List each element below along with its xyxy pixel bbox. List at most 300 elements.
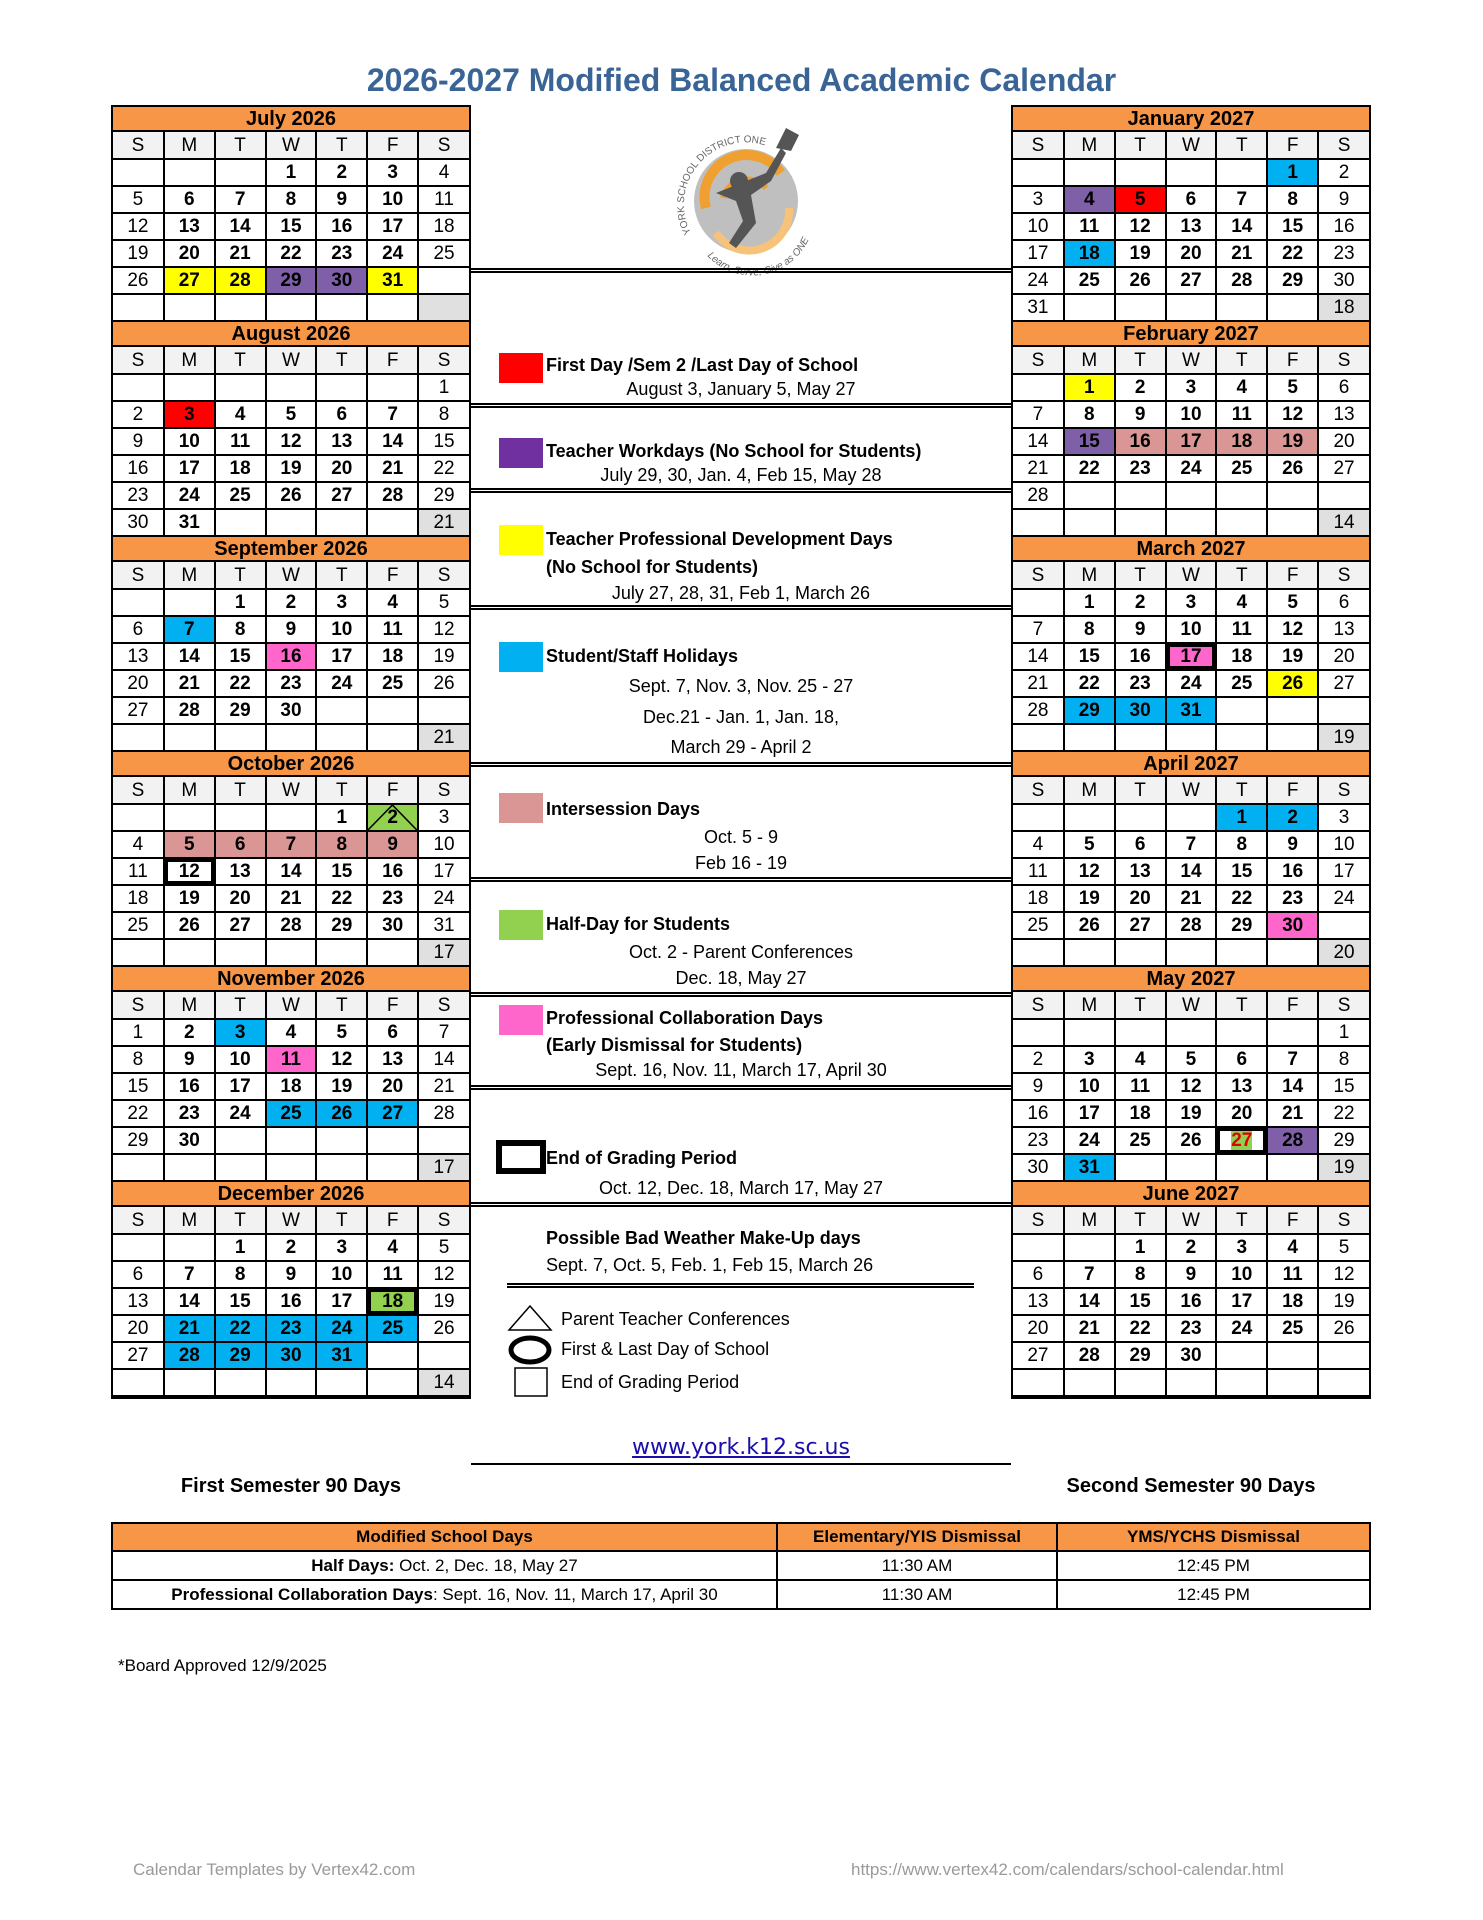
calendar-day: 4 [418,159,469,186]
calendar-day: 19 [1267,643,1318,670]
calendar-day: 24 [1166,455,1217,482]
calendar-day: 31 [1166,697,1217,724]
weekday-header: T [215,992,266,1019]
calendar-day: 6 [316,401,367,428]
calendar-day: 28 [215,267,266,294]
calendar-day: 11 [215,428,266,455]
empty-day [316,939,367,966]
calendar-day: 1 [316,804,367,831]
school-day-count: 17 [418,1154,469,1181]
empty-day [1013,1369,1064,1396]
calendar-day: 22 [1064,670,1115,697]
calendar-day: 16 [316,213,367,240]
calendar-day: 14 [1013,428,1064,455]
weekday-header: S [1013,777,1064,804]
oval-icon [507,1334,553,1366]
empty-day [1115,724,1166,751]
calendar-day: 6 [113,616,164,643]
calendar-day: 27 [164,267,215,294]
month-title: June 2027 [1013,1182,1369,1207]
calendar-day: 28 [1013,697,1064,724]
weekday-header: S [1318,1207,1369,1234]
legend-half-day-title: Half-Day for Students [546,914,731,934]
column-header: Modified School Days [112,1523,777,1551]
calendar-day: 4 [367,1234,418,1261]
calendar-day: 23 [316,240,367,267]
calendar-day: 20 [164,240,215,267]
empty-day [113,724,164,751]
calendar-day: 12 [1318,1261,1369,1288]
calendar-day: 5 [1064,831,1115,858]
calendar-day: 25 [215,482,266,509]
table-row [112,1551,1370,1580]
weekday-header: S [1013,562,1064,589]
calendar-day: 9 [113,428,164,455]
calendar-day: 11 [418,186,469,213]
calendar-day: 10 [1216,1261,1267,1288]
calendar-day: 24 [1318,885,1369,912]
calendar-day: 11 [266,1046,317,1073]
legend-teacher-workday-dates: July 29, 30, Jan. 4, Feb 15, May 28 [600,465,882,485]
symbol-parent-conferences-label: Parent Teacher Conferences [561,1309,790,1329]
weekday-header: S [1013,1207,1064,1234]
calendar-day: 12 [418,616,469,643]
calendar-day: 26 [1166,1127,1217,1154]
weekday-header: W [1166,347,1217,374]
calendar-day: 22 [1064,455,1115,482]
calendar-day: 7 [164,1261,215,1288]
weekday-header: F [1267,347,1318,374]
empty-day [1115,1154,1166,1181]
month-title: November 2026 [113,967,469,992]
calendar-day: 21 [1013,455,1064,482]
calendar-day: 27 [1166,267,1217,294]
calendar-day: 12 [266,428,317,455]
empty-day [266,374,317,401]
legend-panel [471,105,1011,1465]
weekday-header: S [1013,347,1064,374]
weekday-header: S [1013,132,1064,159]
calendar-day: 9 [367,831,418,858]
weekday-header: S [1318,777,1369,804]
calendar-day: 31 [316,1342,367,1369]
calendar-day: 11 [1267,1261,1318,1288]
weekday-header: M [164,777,215,804]
month-june-2027 [1013,1182,1369,1397]
calendar-day: 20 [113,670,164,697]
weekday-header: T [316,777,367,804]
calendar-day: 25 [1216,670,1267,697]
calendar-day: 3 [316,1234,367,1261]
calendar-day: 12 [1166,1073,1217,1100]
legend-intersession-dates-1: Oct. 5 - 9 [703,827,779,847]
empty-day [215,1369,266,1396]
empty-day [215,804,266,831]
calendar-day: 28 [266,912,317,939]
calendar-day: 26 [1318,1315,1369,1342]
calendar-day: 11 [1013,858,1064,885]
grading-period-box-icon [496,1140,546,1174]
calendar-day: 7 [215,186,266,213]
empty-day [164,1154,215,1181]
legend-intersession-title: Intersession Days [546,799,701,819]
legend-teacher-pd-title: Teacher Professional Development Days [546,529,893,549]
calendar-day: 21 [266,885,317,912]
empty-day [1216,697,1267,724]
calendar-day: 8 [418,401,469,428]
calendar-day: 16 [266,643,317,670]
calendar-day: 23 [1267,885,1318,912]
calendar-day: 12 [1064,858,1115,885]
calendar-day: 28 [1267,1127,1318,1154]
weekday-header: T [1216,562,1267,589]
calendar-day: 17 [215,1073,266,1100]
empty-day [1216,509,1267,536]
calendar-day: 1 [266,159,317,186]
calendar-day: 12 [1267,401,1318,428]
calendar-day: 14 [164,1288,215,1315]
empty-day [1064,724,1115,751]
empty-day [164,724,215,751]
calendar-day: 15 [215,643,266,670]
calendar-day: 29 [1115,1342,1166,1369]
school-day-count: 19 [1318,724,1369,751]
weekday-header: T [1216,1207,1267,1234]
calendar-day: 5 [1267,589,1318,616]
calendar-day: 5 [1318,1234,1369,1261]
calendar-day: 13 [1166,213,1217,240]
weekday-header: M [164,1207,215,1234]
empty-day [113,294,164,321]
calendar-day: 4 [1013,831,1064,858]
school-day-count: 18 [1318,294,1369,321]
calendar-day: 5 [1267,374,1318,401]
row-label-dates: Oct. 2, Dec. 18, May 27 [394,1555,578,1575]
empty-day [1267,697,1318,724]
square-icon [514,1367,548,1397]
calendar-day: 20 [1318,643,1369,670]
legend-first-last-day-dates: August 3, January 5, May 27 [626,379,856,399]
empty-day [1166,724,1217,751]
empty-day [1216,939,1267,966]
weekday-header: T [1115,992,1166,1019]
calendar-day: 17 [316,643,367,670]
calendar-day: 20 [215,885,266,912]
weekday-header: F [1267,562,1318,589]
calendar-day: 28 [1166,912,1217,939]
empty-day [164,804,215,831]
divider [471,992,1011,997]
empty-day [1318,1342,1369,1369]
empty-day [1013,374,1064,401]
calendar-day: 20 [1013,1315,1064,1342]
calendar-day: 19 [418,1288,469,1315]
calendar-day: 18 [215,455,266,482]
calendar-day: 10 [164,428,215,455]
month-september-2026 [113,537,469,752]
calendar-day: 27 [1318,455,1369,482]
empty-day [113,1154,164,1181]
calendar-day: 18 [1013,885,1064,912]
calendar-day: 2 [1166,1234,1217,1261]
column-header: Elementary/YIS Dismissal [777,1523,1057,1551]
empty-day [215,509,266,536]
legend-half-day-dates-1: Oct. 2 - Parent Conferences [628,942,854,962]
empty-day [316,1154,367,1181]
calendar-day: 6 [1115,831,1166,858]
calendar-day: 22 [1216,885,1267,912]
prof-collab-swatch-icon [499,1005,543,1035]
calendar-day: 30 [1166,1342,1217,1369]
legend-holiday-dates-3: March 29 - April 2 [670,737,812,757]
empty-day [367,509,418,536]
calendar-day: 13 [1318,616,1369,643]
empty-day [1064,509,1115,536]
weekday-header: W [1166,132,1217,159]
calendar-day: 25 [1115,1127,1166,1154]
district-logo-icon [661,113,831,283]
calendar-day: 29 [418,482,469,509]
weekday-header: T [316,347,367,374]
calendar-day: 15 [316,858,367,885]
calendar-day: 10 [1166,616,1217,643]
calendar-day: 9 [1318,186,1369,213]
empty-day [367,294,418,321]
calendar-day: 25 [113,912,164,939]
legend-grading-title: End of Grading Period [546,1148,738,1168]
empty-day [1318,912,1369,939]
empty-day [1267,1019,1318,1046]
calendar-day: 24 [316,670,367,697]
empty-day [367,374,418,401]
calendar-day: 22 [215,670,266,697]
elementary-dismissal: 11:30 AM [777,1551,1057,1580]
calendar-day: 26 [316,1100,367,1127]
weekday-header: T [316,992,367,1019]
calendar-day: 22 [266,240,317,267]
row-label-bold: Half Days: [311,1555,395,1575]
empty-day [1216,1369,1267,1396]
month-title: October 2026 [113,752,469,777]
district-website-link[interactable]: www.york.k12.sc.us [632,1435,850,1460]
empty-day [113,939,164,966]
calendar-day: 4 [215,401,266,428]
calendar-day: 25 [266,1100,317,1127]
calendar-day: 6 [1216,1046,1267,1073]
calendar-day: 13 [367,1046,418,1073]
calendar-day: 9 [266,616,317,643]
divider [507,1283,974,1288]
calendar-day: 23 [1115,670,1166,697]
weekday-header: S [113,347,164,374]
empty-day [1267,1369,1318,1396]
empty-day [1166,1369,1217,1396]
empty-day [1064,159,1115,186]
calendar-day: 19 [1115,240,1166,267]
calendar-day: 5 [266,401,317,428]
middle-high-dismissal: 12:45 PM [1057,1551,1370,1580]
weekday-header: W [266,132,317,159]
empty-day [215,374,266,401]
calendar-day: 6 [1318,374,1369,401]
empty-day [266,294,317,321]
calendar-day: 15 [1064,428,1115,455]
calendar-day: 8 [215,616,266,643]
empty-day [418,267,469,294]
empty-day [1064,1019,1115,1046]
weekday-header: T [316,1207,367,1234]
calendar-day: 8 [113,1046,164,1073]
calendar-day: 20 [1216,1100,1267,1127]
calendar-day: 9 [266,1261,317,1288]
calendar-day: 18 [367,1288,418,1315]
legend-holiday-title: Student/Staff Holidays [546,646,739,666]
empty-day [367,697,418,724]
calendar-day: 14 [1267,1073,1318,1100]
calendar-day: 25 [1064,267,1115,294]
weekday-header: T [215,562,266,589]
weekday-header: W [266,992,317,1019]
empty-day [1013,804,1064,831]
calendar-day: 29 [215,1342,266,1369]
calendar-day: 12 [316,1046,367,1073]
calendar-day: 30 [164,1127,215,1154]
calendar-day: 5 [316,1019,367,1046]
calendar-day: 18 [266,1073,317,1100]
calendar-day: 26 [1267,455,1318,482]
middle-high-dismissal: 12:45 PM [1057,1580,1370,1609]
weekday-header: F [367,562,418,589]
calendar-day: 20 [367,1073,418,1100]
calendar-day: 7 [418,1019,469,1046]
month-april-2027 [1013,752,1369,967]
calendar-day: 7 [1267,1046,1318,1073]
calendar-day: 31 [367,267,418,294]
calendar-day: 24 [1166,670,1217,697]
calendar-day: 7 [1064,1261,1115,1288]
calendar-day: 11 [1064,213,1115,240]
holiday-swatch-icon [499,642,543,672]
empty-day [418,1127,469,1154]
calendar-day: 29 [1267,267,1318,294]
calendar-day: 13 [1115,858,1166,885]
divider [471,762,1011,767]
empty-day [1013,1234,1064,1261]
calendar-day: 5 [164,831,215,858]
calendar-day: 19 [1064,885,1115,912]
calendar-day: 29 [266,267,317,294]
calendar-day: 2 [1115,589,1166,616]
calendar-day: 31 [1064,1154,1115,1181]
weekday-header: F [1267,132,1318,159]
calendar-day: 15 [266,213,317,240]
weekday-header: S [418,777,469,804]
empty-day [1115,509,1166,536]
weekday-header: W [1166,562,1217,589]
empty-day [1267,294,1318,321]
calendar-day: 23 [1115,455,1166,482]
empty-day [1216,1342,1267,1369]
calendar-day: 27 [1013,1342,1064,1369]
calendar-day: 4 [1216,589,1267,616]
calendar-day: 23 [1013,1127,1064,1154]
empty-day [316,294,367,321]
calendar-day: 6 [367,1019,418,1046]
calendar-day: 6 [1318,589,1369,616]
calendar-day: 14 [215,213,266,240]
weekday-header: T [1216,992,1267,1019]
calendar-day: 8 [1318,1046,1369,1073]
calendar-day: 16 [164,1073,215,1100]
empty-day [367,1127,418,1154]
empty-day [1318,482,1369,509]
row-label-bold: Professional Collaboration Days [171,1584,433,1604]
weekday-header: S [418,992,469,1019]
calendar-day: 11 [1115,1073,1166,1100]
calendar-day: 1 [215,1234,266,1261]
weekday-header: W [1166,1207,1217,1234]
calendar-day: 29 [1064,697,1115,724]
calendar-day: 24 [316,1315,367,1342]
calendar-day: 24 [418,885,469,912]
calendar-day: 2 [266,589,317,616]
empty-day [1216,482,1267,509]
calendar-day: 24 [215,1100,266,1127]
weekday-header: M [164,992,215,1019]
empty-day [367,1154,418,1181]
calendar-day: 1 [1115,1234,1166,1261]
calendar-day: 27 [1115,912,1166,939]
calendar-day: 30 [1115,697,1166,724]
divider [471,403,1011,408]
calendar-day: 13 [1216,1073,1267,1100]
calendar-day: 1 [1216,804,1267,831]
calendar-day: 4 [367,589,418,616]
calendar-day: 10 [1064,1073,1115,1100]
month-title: September 2026 [113,537,469,562]
empty-day [1013,159,1064,186]
school-day-count: 20 [1318,939,1369,966]
calendar-day: 1 [418,374,469,401]
empty-day [1064,1369,1115,1396]
calendar-day: 17 [418,858,469,885]
empty-day [113,159,164,186]
calendar-day: 23 [113,482,164,509]
board-approval-note: *Board Approved 12/9/2025 [118,1656,327,1675]
month-title: December 2026 [113,1182,469,1207]
calendar-day: 17 [367,213,418,240]
calendar-day: 2 [1318,159,1369,186]
calendar-day: 19 [113,240,164,267]
empty-day [1013,589,1064,616]
legend-prof-collab-title: Professional Collaboration Days [546,1008,824,1028]
empty-day [316,1127,367,1154]
school-day-count: 21 [418,724,469,751]
empty-day [316,697,367,724]
empty-day [1064,939,1115,966]
calendar-day: 17 [316,1288,367,1315]
empty-day [1064,1234,1115,1261]
month-february-2027 [1013,322,1369,537]
calendar-day: 28 [367,482,418,509]
oval-marker-icon: 3 [183,404,195,425]
calendar-day: 21 [1216,240,1267,267]
empty-day [266,1127,317,1154]
calendar-day: 12 [1267,616,1318,643]
calendar-day: 14 [1216,213,1267,240]
empty-day [1216,159,1267,186]
calendar-day: 4 [1267,1234,1318,1261]
